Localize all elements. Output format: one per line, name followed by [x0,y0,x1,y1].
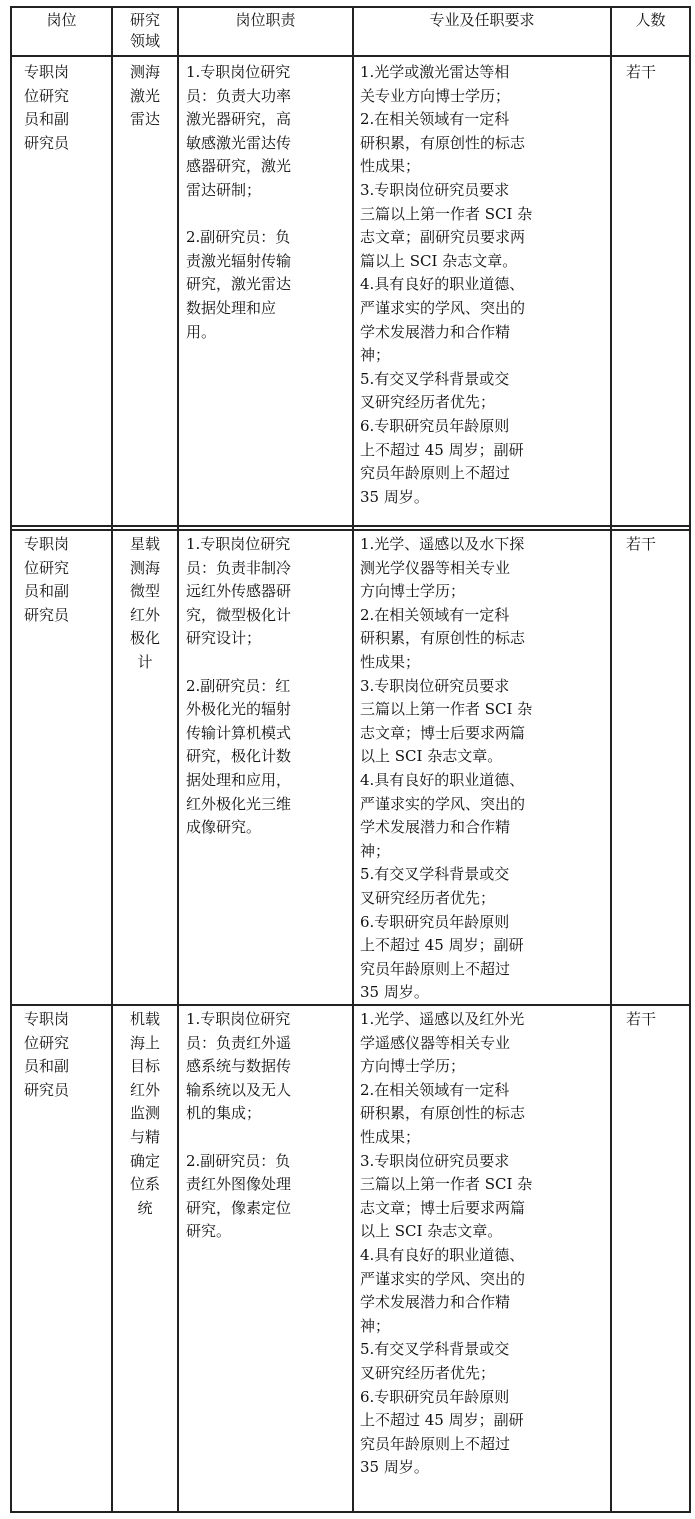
col-divider-1 [111,6,113,1513]
col-divider-4 [610,6,612,1513]
row1-duties: 1.专职岗位研究 员：负责大功率 激光器研究，高 敏感激光雷达传 感器研究，激光 雷达研制； 2.副研究员：负 责激光辐射传输 研究，激光雷达 数据处理和应 用。 [186,63,292,341]
header-count: 人数 [635,11,666,29]
header-duties: 岗位职责 [235,11,296,29]
recruitment-table [10,6,691,1513]
row2-field: 星载 测海 微型 红外 极化 计 [129,535,160,671]
header-field: 研究 领域 [129,11,160,50]
table-border-left [10,6,12,1513]
row2-requirements: 1.光学、遥感以及水下探 测光学仪器等相关专业 方向博士学历； 2.在相关领域有一定科 研积累，有原创性的标志 性成果； 3.专职岗位研究员要求 三篇以上第一作者 SCI 杂 志文章；博士后要求两篇 以上 SCI 杂志文章。 4.具有良好的职业道德、 严谨求实的学风、突出的 学术发展潜力和合作精 神； 5.有交叉学科背景或交 叉研究经历者优先； 6.专职研究员年龄原则 上不超过 45 周岁；副研 究员年龄原则上不超过 35 周岁。 [360,535,533,1002]
col-divider-3 [352,6,354,1513]
row3-position: 专职岗 位研究 员和副 研究员 [24,1010,70,1099]
row3-count: 若干 [626,1010,657,1028]
header-requirements: 专业及任职要求 [429,11,535,29]
row1-requirements: 1.光学或激光雷达等相 关专业方向博士学历； 2.在相关领域有一定科 研积累，有原创性的标志 性成果； 3.专职岗位研究员要求 三篇以上第一作者 SCI 杂 志文章；副研究员要求两 篇以上 SCI 杂志文章。 4.具有良好的职业道德、 严谨求实的学风、突出的 学术发展潜力和合作精 神； 5.有交叉学科背景或交 叉研究经历者优先； 6.专职研究员年龄原则 上不超过 45 周岁；副研 究员年龄原则上不超过 35 周岁。 [360,63,533,506]
row3-requirements: 1.光学、遥感以及红外光 学遥感仪器等相关专业 方向博士学历； 2.在相关领域有一定科 研积累，有原创性的标志 性成果； 3.专职岗位研究员要求 三篇以上第一作者 SCI 杂 志文章；博士后要求两篇 以上 SCI 杂志文章。 4.具有良好的职业道德、 严谨求实的学风、突出的 学术发展潜力和合作精 神； 5.有交叉学科背景或交 叉研究经历者优先； 6.专职研究员年龄原则 上不超过 45 周岁；副研 究员年龄原则上不超过 35 周岁。 [360,1010,533,1477]
row1-field: 测海 激光 雷达 [129,63,160,129]
row2-position: 专职岗 位研究 员和副 研究员 [24,535,70,624]
row3-field: 机载 海上 目标 红外 监测 与精 确定 位系 统 [129,1010,160,1217]
row1-count: 若干 [626,63,657,81]
row1-position: 专职岗 位研究 员和副 研究员 [24,63,70,152]
row2-count: 若干 [626,535,657,553]
header-position: 岗位 [46,11,77,29]
table-border-right [689,6,691,1513]
row2-duties: 1.专职岗位研究 员：负责非制冷 远红外传感器研 究，微型极化计 研究设计； 2.副研究员：红 外极化光的辐射 传输计算机模式 研究，极化计数 据处理和应用， 红外极化光三维 成像研究。 [186,535,292,837]
col-divider-2 [177,6,179,1513]
row3-duties: 1.专职岗位研究 员：负责红外遥 感系统与数据传 输系统以及无人 机的集成； 2.副研究员：负 责红外图像处理 研究，像素定位 研究。 [186,1010,292,1241]
